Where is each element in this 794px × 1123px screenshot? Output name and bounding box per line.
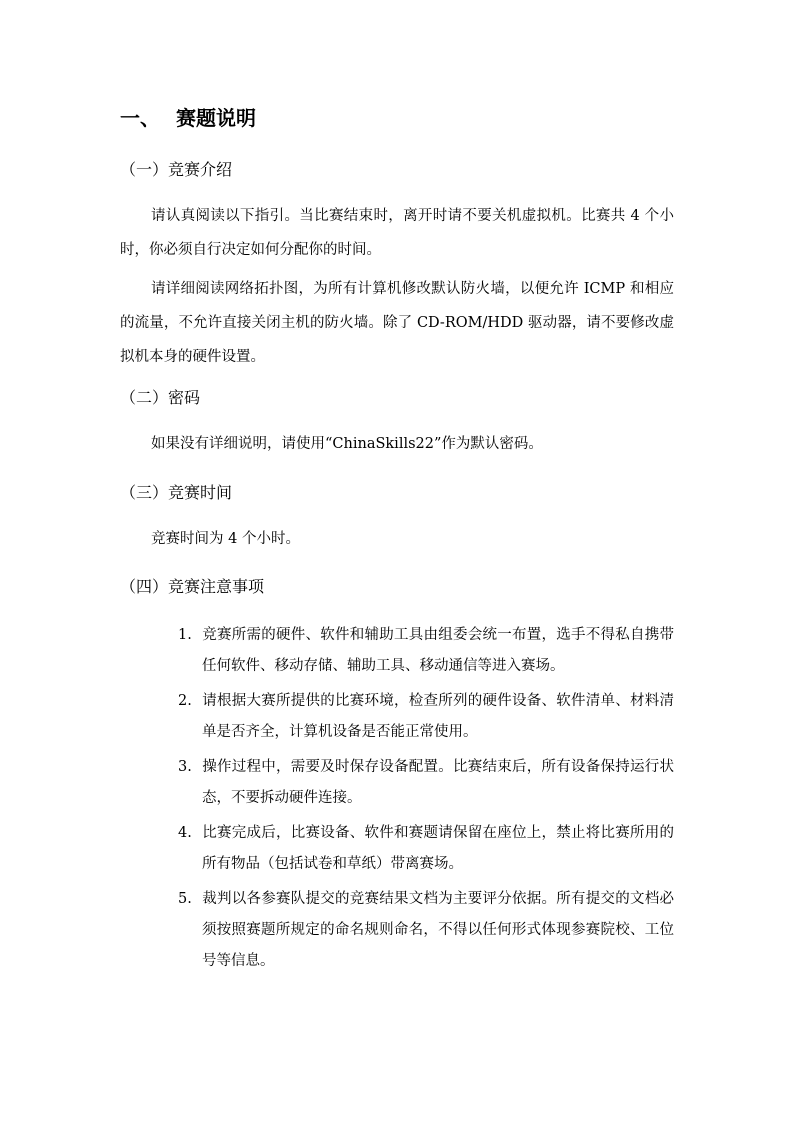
list-item: 4. 比赛完成后，比赛设备、软件和赛题请保留在座位上，禁止将比赛所用的所有物品（包括试卷和草纸）带离赛场。 [178,825,674,872]
section-number: 一、 [120,106,160,130]
intro-paragraph-1: 请认真阅读以下指引。当比赛结束时，离开时请不要关机虚拟机。比赛共 4 个小时，你必须自行决定如何分配你的时间。 [120,208,674,258]
section-title: 赛题说明 [176,106,256,130]
intro-heading: （一）竞赛介绍 [120,160,233,179]
time-heading: （三）竞赛时间 [120,483,233,502]
notes-list [178,620,674,981]
list-item: 5. 裁判以各参赛队提交的竞赛结果文档为主要评分依据。所有提交的文档必须按照赛题所规定的命名规则命名，不得以任何形式体现参赛院校、工位号等信息。 [178,891,674,969]
section-heading [120,104,256,132]
time-text: 竞赛时间为 4 个小时。 [151,531,300,547]
list-item: 1. 竞赛所需的硬件、软件和辅助工具由组委会统一布置，选手不得私自携带任何软件、移动存储、辅助工具、移动通信等进入赛场。 [178,627,674,674]
list-item: 2. 请根据大赛所提供的比赛环境，检查所列的硬件设备、软件清单、材料清单是否齐全，计算机设备是否能正常使用。 [178,693,674,740]
password-heading: （二）密码 [120,388,201,407]
notes-heading: （四）竞赛注意事项 [120,577,265,596]
password-text: 如果没有详细说明，请使用“ChinaSkills22”作为默认密码。 [151,436,543,452]
list-item: 3. 操作过程中，需要及时保存设备配置。比赛结束后，所有设备保持运行状态，不要拆动硬件连接。 [178,759,674,806]
intro-paragraph-2: 请详细阅读网络拓扑图，为所有计算机修改默认防火墙，以便允许 ICMP 和相应的流量，不允许直接关闭主机的防火墙。除了 CD-ROM/HDD 驱动器，请不要修改虚拟机本身的硬件设置。 [120,281,674,365]
